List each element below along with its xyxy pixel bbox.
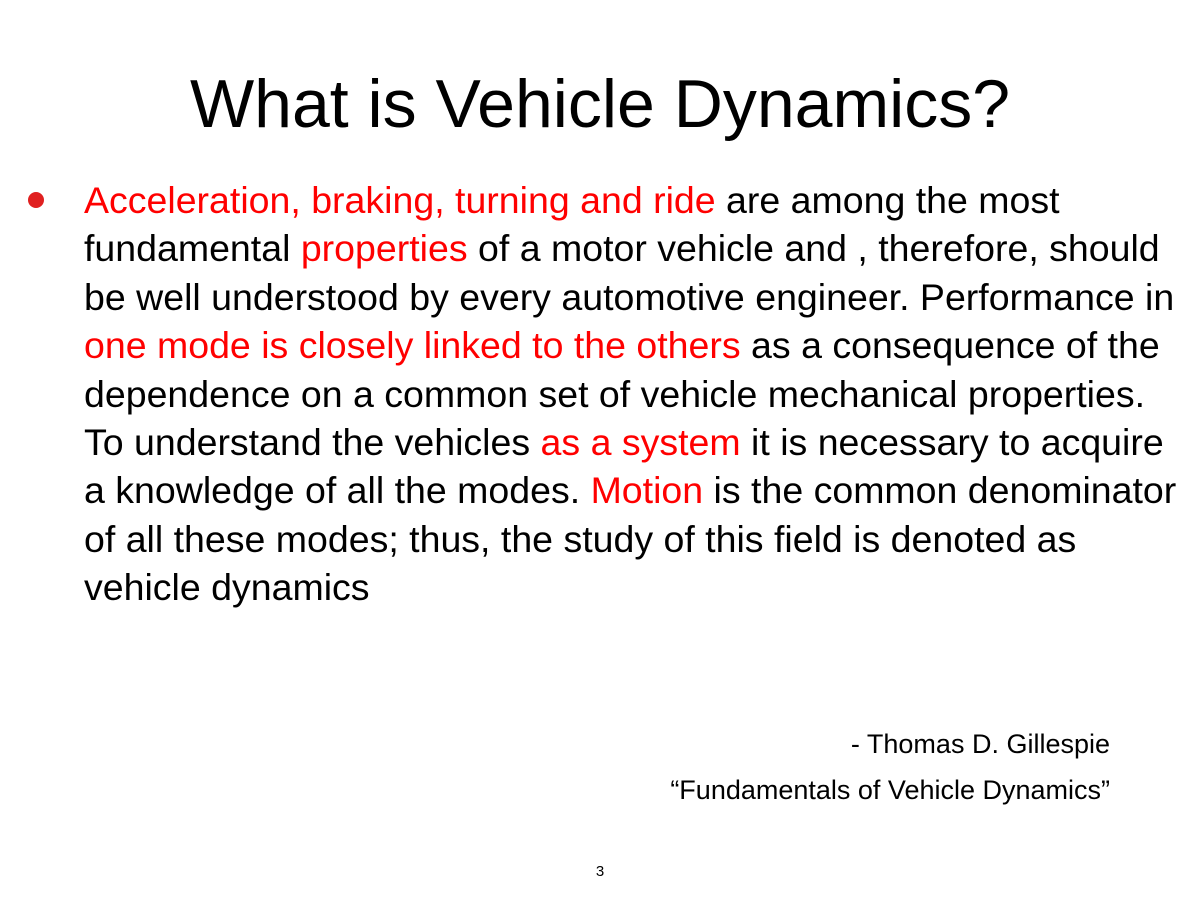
emphasis-properties: properties bbox=[300, 227, 468, 270]
emphasis-acceleration-braking-turning-ride: Acceleration, braking, turning and ride bbox=[84, 179, 716, 221]
bullet-text bbox=[84, 176, 1178, 612]
body-text: is the common denominator of all these modes; thus, the study of this field is denoted as vehicle dynamics bbox=[84, 469, 1177, 609]
emphasis-one-mode-linked: one mode is closely linked to the others bbox=[84, 324, 741, 367]
body-text: are among the most fundamental bbox=[84, 179, 1060, 270]
body-text: as a consequence of the dependence on a common set of vehicle mechanical properties. To understand the vehicles bbox=[84, 324, 1160, 464]
quote-author: - Thomas D. Gillespie bbox=[850, 729, 1110, 759]
bullet-dot-icon bbox=[28, 192, 44, 208]
quote-source-book: “Fundamentals of Vehicle Dynamics” bbox=[670, 775, 1110, 805]
body-text: of a motor vehicle and , therefore, should be well understood by every automotive engineer. Performance in bbox=[84, 227, 1175, 318]
page-number: 3 bbox=[595, 863, 605, 880]
emphasis-as-a-system: as a system bbox=[540, 421, 741, 464]
slide-title: What is Vehicle Dynamics? bbox=[189, 66, 1011, 142]
body-text: it is necessary to acquire a knowledge of all the modes. bbox=[84, 421, 1164, 512]
emphasis-motion: Motion bbox=[590, 469, 704, 512]
